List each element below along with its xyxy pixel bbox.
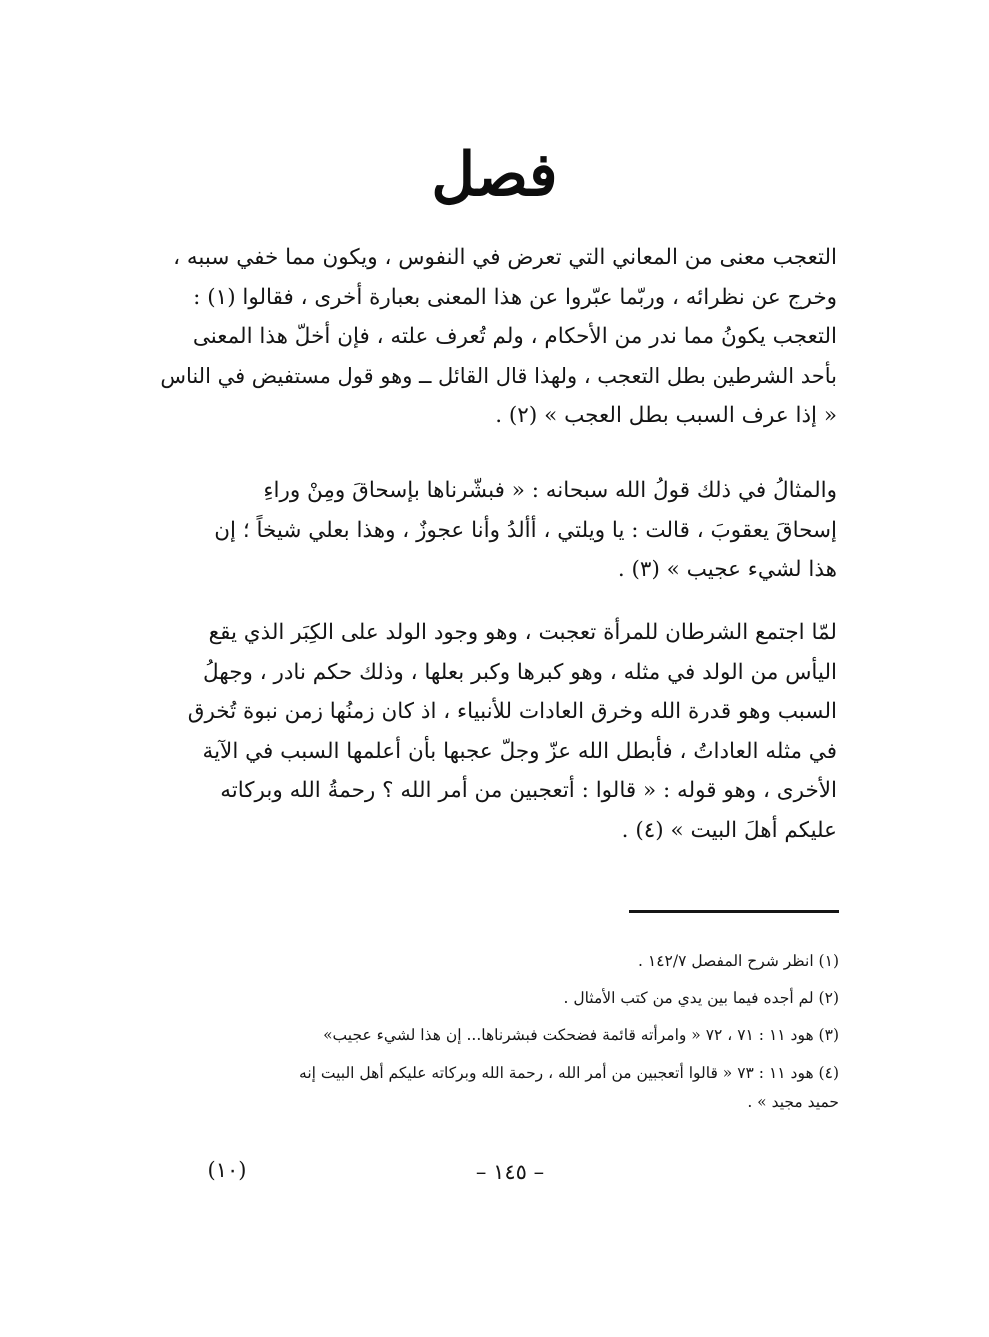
text-line: في مثله العاداتُ ، فأبطل الله عزّ وجلّ عجبها بأن أعلمها السبب في الآية [202, 738, 837, 764]
footnotes [149, 943, 839, 1116]
text-line: التعجب معنى من المعاني التي تعرض في النفوس ، ويكون مما خفي سببه ، [173, 245, 837, 270]
footnote-divider [629, 910, 839, 913]
footnote-2: (٢) لم أجده فيما بين يدي من كتب الأمثال . [563, 989, 839, 1007]
paragraph-example [147, 471, 837, 590]
footnote-3: (٣) هود ١١ : ٧١ ، ٧٢ « وامرأته قائمة فضحكت فبشرناها... إن هذا لشيء عجيب» [323, 1026, 839, 1044]
text-line: والمثالُ في ذلك قولُ الله سبحانه : « فبشّرناها بإسحاقَ ومِنْ وراءِ [263, 478, 837, 503]
text-line: بأحد الشرطين بطل التعجب ، ولهذا قال القائل ــ وهو قول مستفيض في الناس [160, 363, 837, 388]
text-line: إسحاقَ يعقوبَ ، قالت : يا ويلتي ، أألدُ وأنا عجوزٌ ، وهذا بعلي شيخاً ؛ إن [214, 517, 837, 543]
text-line: لمّا اجتمع الشرطان للمرأة تعجبت ، وهو وجود الولد على الكِبَر الذي يقع [208, 620, 837, 645]
text-line: « إذا عرف السبب بطل العجب » (٢) . [495, 403, 837, 428]
section-heading: فصل [431, 140, 558, 210]
text-line: اليأس من الولد في مثله ، وهو كبرها وكبر بعلها ، وذلك حكم نادر ، وجهلُ [203, 659, 837, 685]
footnote-4: (٤) هود ١١ : ٧٣ « قالوا أتعجبين من أمر الله ، رحمة الله وبركاته عليكم أهل البيت إنه [299, 1064, 839, 1082]
paragraph-explanation [147, 613, 837, 850]
text-line: هذا لشيء عجيب » (٣) . [617, 557, 837, 582]
page-number: – ١٤٥ – [475, 1160, 545, 1184]
text-line: التعجب يكونُ مما ندر من الأحكام ، ولم تُعرف علته ، فإن أخلّ هذا المعنى [192, 324, 837, 349]
text-line: السبب وهو قدرة الله وخرق العادات للأنبياء ، اذ كان زمنُها زمن نبوة تُخرق [187, 699, 837, 724]
text-line: عليكم أهلَ البيت » (٤) . [621, 817, 837, 843]
footnote-4-continued: حميد مجيد » . [747, 1093, 839, 1111]
footnote-1: (١) انظر شرح المفصل ١٤٢/٧ . [638, 952, 839, 970]
text-line: وخرج عن نظرائه ، وربّما عبّروا عن هذا المعنى بعبارة أخرى ، فقالوا (١) : [193, 284, 837, 310]
signature-mark: (١٠) [207, 1158, 247, 1182]
text-line: الأخرى ، وهو قوله : « قالوا : أتعجبين من أمر الله ؟ رحمةُ الله وبركاته [220, 778, 837, 803]
paragraph-definition [147, 238, 837, 436]
